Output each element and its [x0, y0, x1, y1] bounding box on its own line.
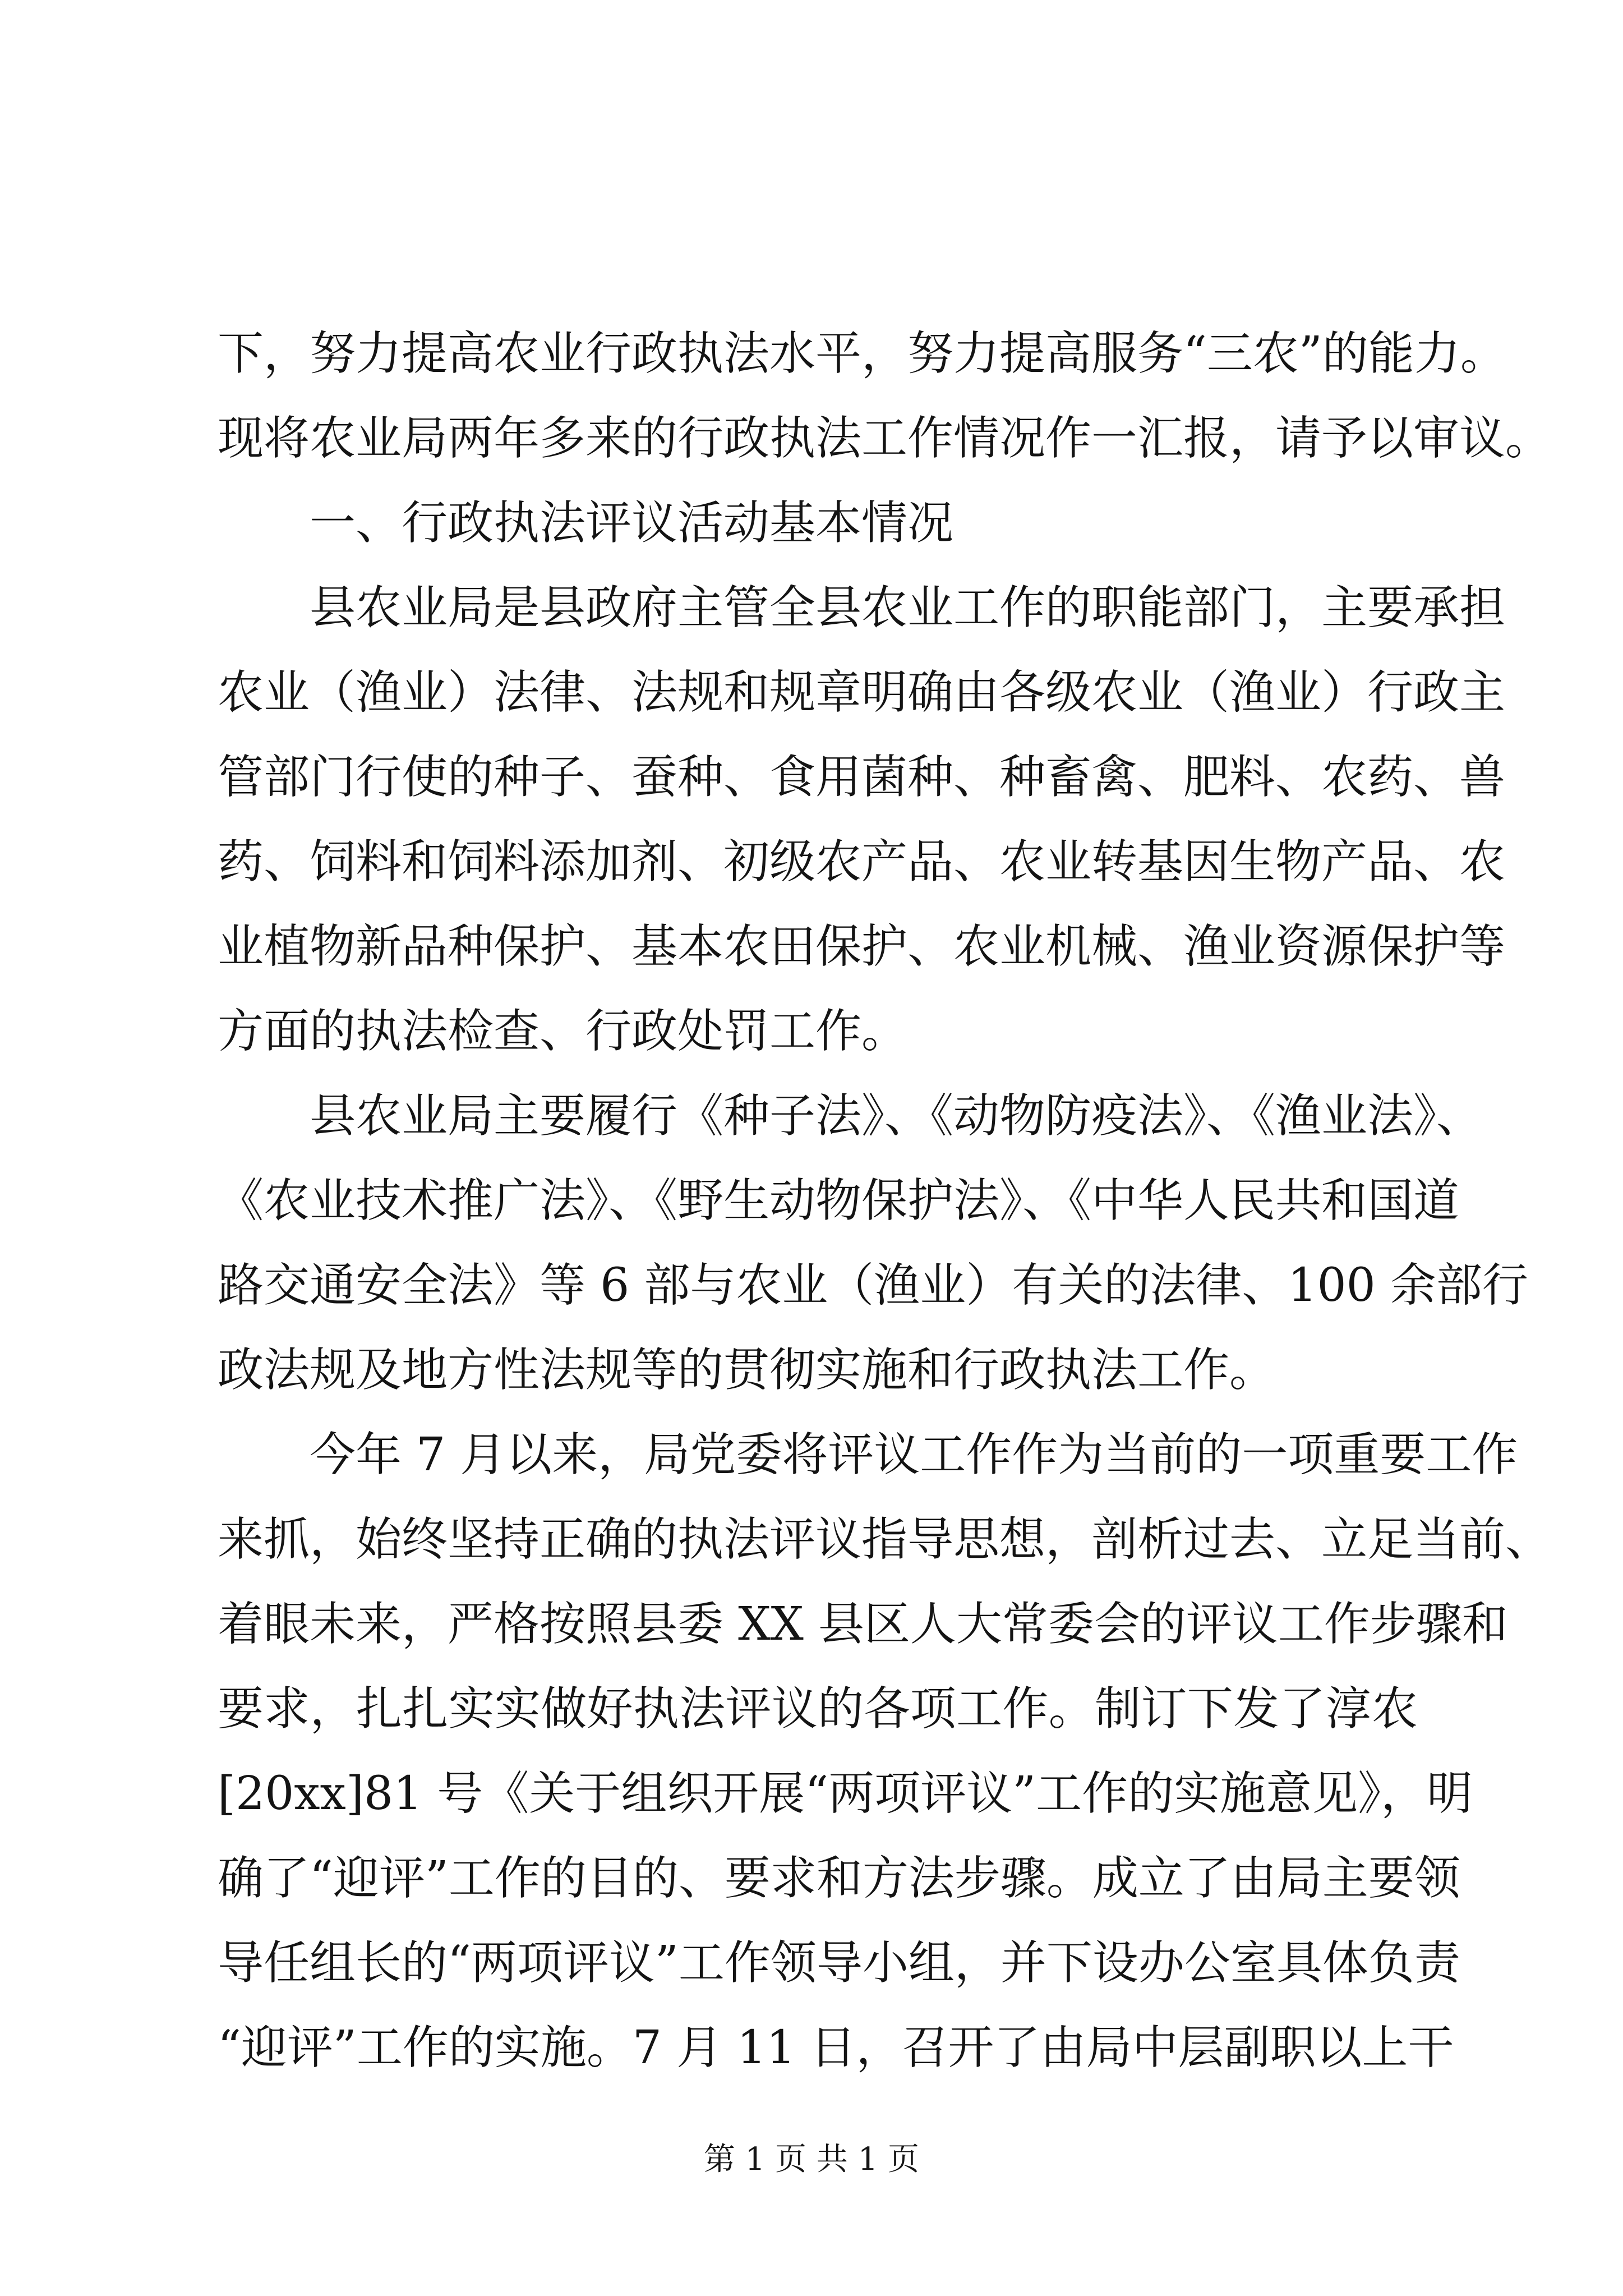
text-line: 县农业局主要履行《种子法》、《动物防疫法》、《渔业法》、 [310, 1089, 1483, 1143]
text-line: 县农业局是县政府主管全县农业工作的职能部门，主要承担 [310, 581, 1506, 634]
text-line: 业植物新品种保护、基本农田保护、农业机械、渔业资源保护等 [218, 920, 1506, 973]
text-line: 路交通安全法》等 6 部与农业（渔业）有关的法律、100 余部行 [218, 1259, 1528, 1312]
document-body [218, 311, 1552, 2090]
text-line: 导任组长的“两项评议”工作领导小组，并下设办公室具体负责 [218, 1936, 1460, 1990]
text-line: 《农业技术推广法》、《野生动物保护法》、《中华人民共和国道 [218, 1174, 1460, 1227]
page-footer [0, 2140, 1623, 2179]
text-line: 方面的执法检查、行政处罚工作。 [218, 1005, 908, 1058]
text-line: 政法规及地方性法规等的贯彻实施和行政执法工作。 [218, 1343, 1276, 1397]
text-line: 药、饲料和饲料添加剂、初级农产品、农业转基因生物产品、农 [218, 835, 1506, 889]
text-line: 管部门行使的种子、蚕种、食用菌种、种畜禽、肥料、农药、兽 [218, 751, 1506, 804]
text-line: 着眼未来，严格按照县委 XX 县区人大常委会的评议工作步骤和 [218, 1598, 1508, 1651]
text-line: 农业（渔业）法律、法规和规章明确由各级农业（渔业）行政主 [218, 666, 1506, 719]
text-line: 要求，扎扎实实做好执法评议的各项工作。制订下发了淳农 [218, 1682, 1418, 1736]
section-heading: 一、行政执法评议活动基本情况 [310, 496, 954, 550]
text-line: 来抓，始终坚持正确的执法评议指导思想，剖析过去、立足当前、 [218, 1513, 1552, 1566]
text-line: “迎评”工作的实施。7 月 11 日，召开了由局中层副职以上干 [218, 2021, 1454, 2074]
text-line: [20xx]81 号《关于组织开展“两项评议”工作的实施意见》，明 [218, 1767, 1473, 1820]
text-line: 下，努力提高农业行政执法水平，努力提高服务“三农”的能力。 [218, 327, 1506, 380]
page-number-label: 第 1 页 共 1 页 [703, 2141, 920, 2178]
text-line: 确了“迎评”工作的目的、要求和方法步骤。成立了由局主要领 [218, 1852, 1460, 1905]
text-line: 现将农业局两年多来的行政执法工作情况作一汇报，请予以审议。 [218, 412, 1552, 465]
text-line: 今年 7 月以来，局党委将评议工作作为当前的一项重要工作 [310, 1428, 1518, 1481]
